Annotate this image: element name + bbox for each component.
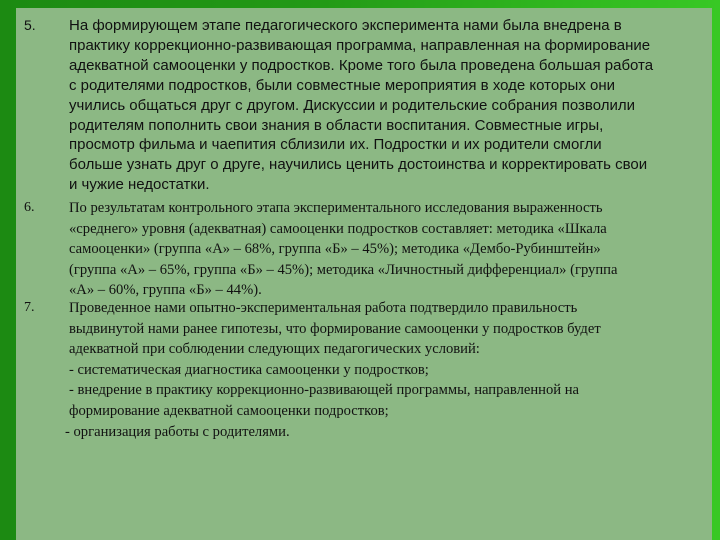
item-text <box>65 298 709 442</box>
item-number: 6. <box>24 200 35 215</box>
text-line: Проведенное нами опытно-экспериментальная работа подтвердило правильность <box>69 300 578 316</box>
text-line: с родителями подростков, были совместные мероприятия в ходе которых они <box>69 76 616 94</box>
item-number: 7. <box>24 300 35 315</box>
text-line: формирование адекватной самооценки подростков; <box>69 402 389 419</box>
text-line: учились общаться друг с другом. Дискуссии и родительские собрания позволили <box>69 96 635 114</box>
text-line: адекватной самооценки у подростков. Кроме того была проведена большая работа <box>69 56 654 74</box>
text-line: - внедрение в практику коррекционно-развивающей программы, направленной на <box>69 382 580 399</box>
text-line: «среднего» уровня (адекватная) самооценки подростков составляет: методика «Шкала <box>69 220 607 237</box>
list-item-5 <box>16 16 712 201</box>
item-text <box>69 16 709 195</box>
text-line: - систематическая диагностика самооценки у подростков; <box>69 361 429 378</box>
text-line: просмотр фильма и чаепития сблизили их. Подростки и их родители смогли <box>69 136 602 154</box>
text-line: «А» – 60%, группа «Б» – 44%). <box>69 282 262 299</box>
list-item-7 <box>16 298 712 448</box>
content-panel <box>16 8 712 540</box>
text-line: На формирующем этапе педагогического эксперимента нами была внедрена в <box>69 17 622 34</box>
text-line: родителям пополнить свои знания в области воспитания. Совместные игры, <box>69 116 604 134</box>
text-line: - организация работы с родителями. <box>65 423 290 440</box>
list-item-6 <box>16 198 712 298</box>
text-line: По результатам контрольного этапа экспериментального исследования выраженность <box>69 200 603 216</box>
text-line: и чужие недостатки. <box>69 176 210 194</box>
text-line: выдвинутой нами ранее гипотезы, что формирование самооценки у подростков будет <box>69 320 601 337</box>
text-line: самооценки» (группа «А» – 68%, группа «Б» – 45%); методика «Дембо-Рубинштейн» <box>69 241 601 258</box>
text-line: больше узнать друг о друге, научились ценить достоинства и корректировать свои <box>69 156 648 174</box>
item-number: 5. <box>24 17 36 33</box>
text-line: адекватной при соблюдении следующих педагогических условий: <box>69 341 480 358</box>
text-line: (группа «А» – 65%, группа «Б» – 45%); методика «Личностный дифференциал» (группа <box>69 261 618 278</box>
text-line: практику коррекционно-развивающая программа, направленная на формирование <box>69 36 651 54</box>
item-text <box>69 198 709 301</box>
